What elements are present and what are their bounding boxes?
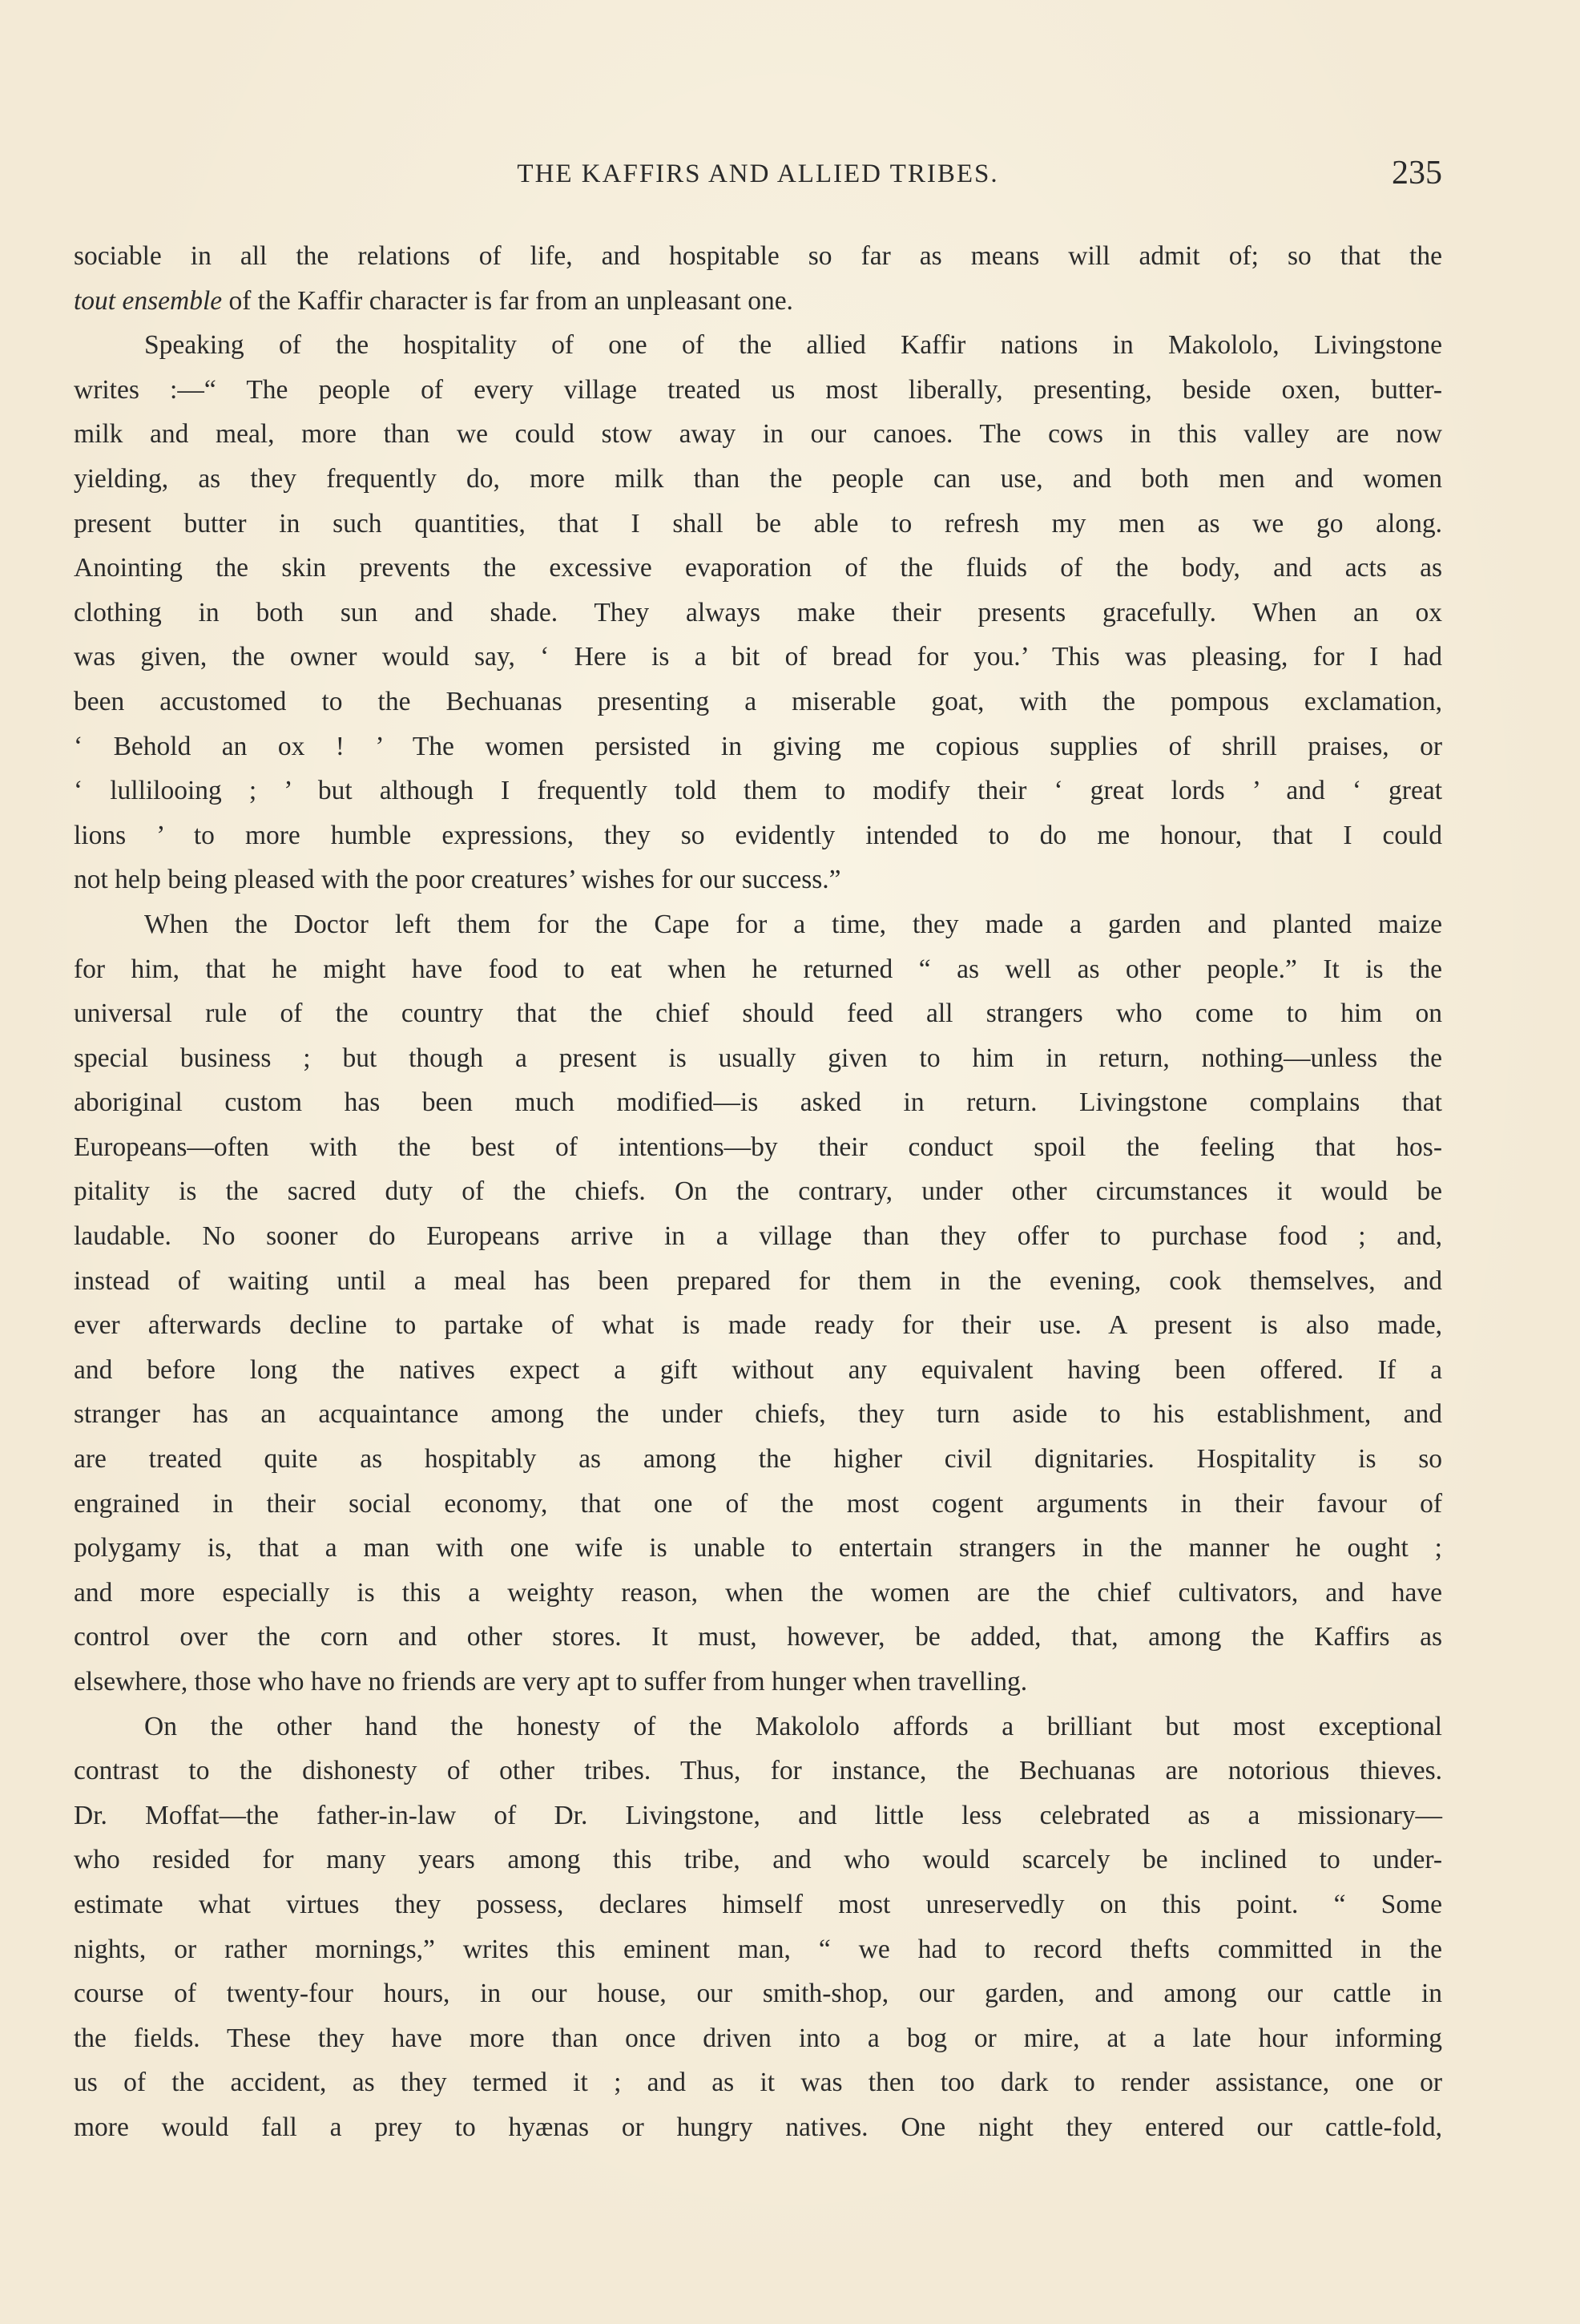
italic-phrase: tout ensemble <box>74 285 223 316</box>
text-line: present butter in such quantities, that I shall be able to refresh my men as we go along. <box>74 508 1442 539</box>
text-line: ever afterwards decline to partake of what is made ready for their use. A present is also made, <box>74 1310 1442 1341</box>
line-text: of the Kaffir character is far from an unpleasant one. <box>222 285 793 316</box>
text-line: nights, or rather mornings,” writes this eminent man, “ we had to record thefts committed in the <box>74 1934 1442 1964</box>
text-line: ‘ lullilooing ; ’ but although I frequently told them to modify their ‘ great lords ’ and ‘ great <box>74 776 1442 806</box>
text-line: stranger has an acquaintance among the under chiefs, they turn aside to his establishment, and <box>74 1399 1442 1430</box>
text-line: ‘ Behold an ox ! ’ The women persisted in giving me copious supplies of shrill praises, or <box>74 731 1442 761</box>
text-line: lions ’ to more humble expressions, they so evidently intended to do me honour, that I could <box>74 820 1442 850</box>
text-line: been accustomed to the Bechuanas presenting a miserable goat, with the pompous exclamation, <box>74 686 1442 716</box>
text-line: the fields. These they have more than once driven into a bog or mire, at a late hour informing <box>74 2023 1442 2053</box>
text-line: us of the accident, as they termed it ; and as it was then too dark to render assistance, one or <box>74 2068 1442 2098</box>
text-line: elsewhere, those who have no friends are very apt to suffer from hunger when travelling. <box>74 1667 1028 1697</box>
text-line: and before long the natives expect a gift without any equivalent having been offered. If a <box>74 1354 1442 1385</box>
text-line: and more especially is this a weighty reason, when the women are the chief cultivators, and have <box>74 1577 1442 1608</box>
text-line: yielding, as they frequently do, more milk than the people can use, and both men and women <box>74 463 1442 494</box>
page-number: 235 <box>1392 155 1442 192</box>
text-line: polygamy is, that a man with one wife is unable to entertain strangers in the manner he ought ; <box>74 1533 1442 1563</box>
text-line: course of twenty-four hours, in our house, our smith-shop, our garden, and among our cattle in <box>74 1979 1442 2009</box>
text-line: contrast to the dishonesty of other tribes. Thus, for instance, the Bechuanas are notorious thieves. <box>74 1756 1442 1786</box>
text-line: more would fall a prey to hyænas or hungry natives. One night they entered our cattle-fold, <box>74 2112 1442 2142</box>
text-line: not help being pleased with the poor creatures’ wishes for our success.” <box>74 865 841 895</box>
text-line: sociable in all the relations of life, and hospitable so far as means will admit of; so that the <box>74 241 1442 271</box>
text-line: milk and meal, more than we could stow away in our canoes. The cows in this valley are now <box>74 419 1442 450</box>
text-line: are treated quite as hospitably as among the higher civil dignitaries. Hospitality is so <box>74 1444 1442 1475</box>
running-title: THE KAFFIRS AND ALLIED TRIBES. <box>517 159 999 188</box>
text-line: instead of waiting until a meal has been prepared for them in the evening, cook themselves, and <box>74 1265 1442 1296</box>
text-line: control over the corn and other stores. It must, however, be added, that, among the Kaffirs as <box>74 1622 1442 1652</box>
text-line: Speaking of the hospitality of one of the allied Kaffir nations in Makololo, Livingstone <box>144 330 1442 361</box>
text-line: estimate what virtues they possess, declares himself most unreservedly on this point. “ Some <box>74 1889 1442 1919</box>
text-line: for him, that he might have food to eat when he returned “ as well as other people.” It is the <box>74 954 1442 984</box>
text-line: pitality is the sacred duty of the chiefs. On the contrary, under other circumstances it would be <box>74 1176 1442 1207</box>
text-line: aboriginal custom has been much modified—is asked in return. Livingstone complains that <box>74 1087 1442 1118</box>
text-line <box>74 279 1442 324</box>
text-line: On the other hand the honesty of the Makololo affords a brilliant but most exceptional <box>144 1711 1442 1741</box>
text-line: was given, the owner would say, ‘ Here is a bit of bread for you.’ This was pleasing, for I had <box>74 642 1442 672</box>
text-line: writes :—“ The people of every village treated us most liberally, presenting, beside oxen, butter- <box>74 374 1442 405</box>
text-line: Europeans—often with the best of intentions—by their conduct spoil the feeling that hos- <box>74 1132 1442 1162</box>
text-line: When the Doctor left them for the Cape for a time, they made a garden and planted maize <box>144 909 1442 939</box>
text-line: universal rule of the country that the chief should feed all strangers who come to him on <box>74 999 1442 1029</box>
text-line: laudable. No sooner do Europeans arrive in a village than they offer to purchase food ; and, <box>74 1221 1442 1252</box>
text-line: who resided for many years among this tribe, and who would scarcely be inclined to under- <box>74 1845 1442 1875</box>
text-line: Dr. Moffat—the father-in-law of Dr. Livingstone, and little less celebrated as a missionary— <box>74 1800 1442 1830</box>
text-line: Anointing the skin prevents the excessive evaporation of the fluids of the body, and acts as <box>74 553 1442 583</box>
text-line: clothing in both sun and shade. They always make their presents gracefully. When an ox <box>74 597 1442 627</box>
text-line: engrained in their social economy, that one of the most cogent arguments in their favour of <box>74 1488 1442 1519</box>
running-head <box>74 154 1442 194</box>
text-line: special business ; but though a present is usually given to him in return, nothing—unless the <box>74 1043 1442 1073</box>
body-text <box>74 234 1442 2150</box>
